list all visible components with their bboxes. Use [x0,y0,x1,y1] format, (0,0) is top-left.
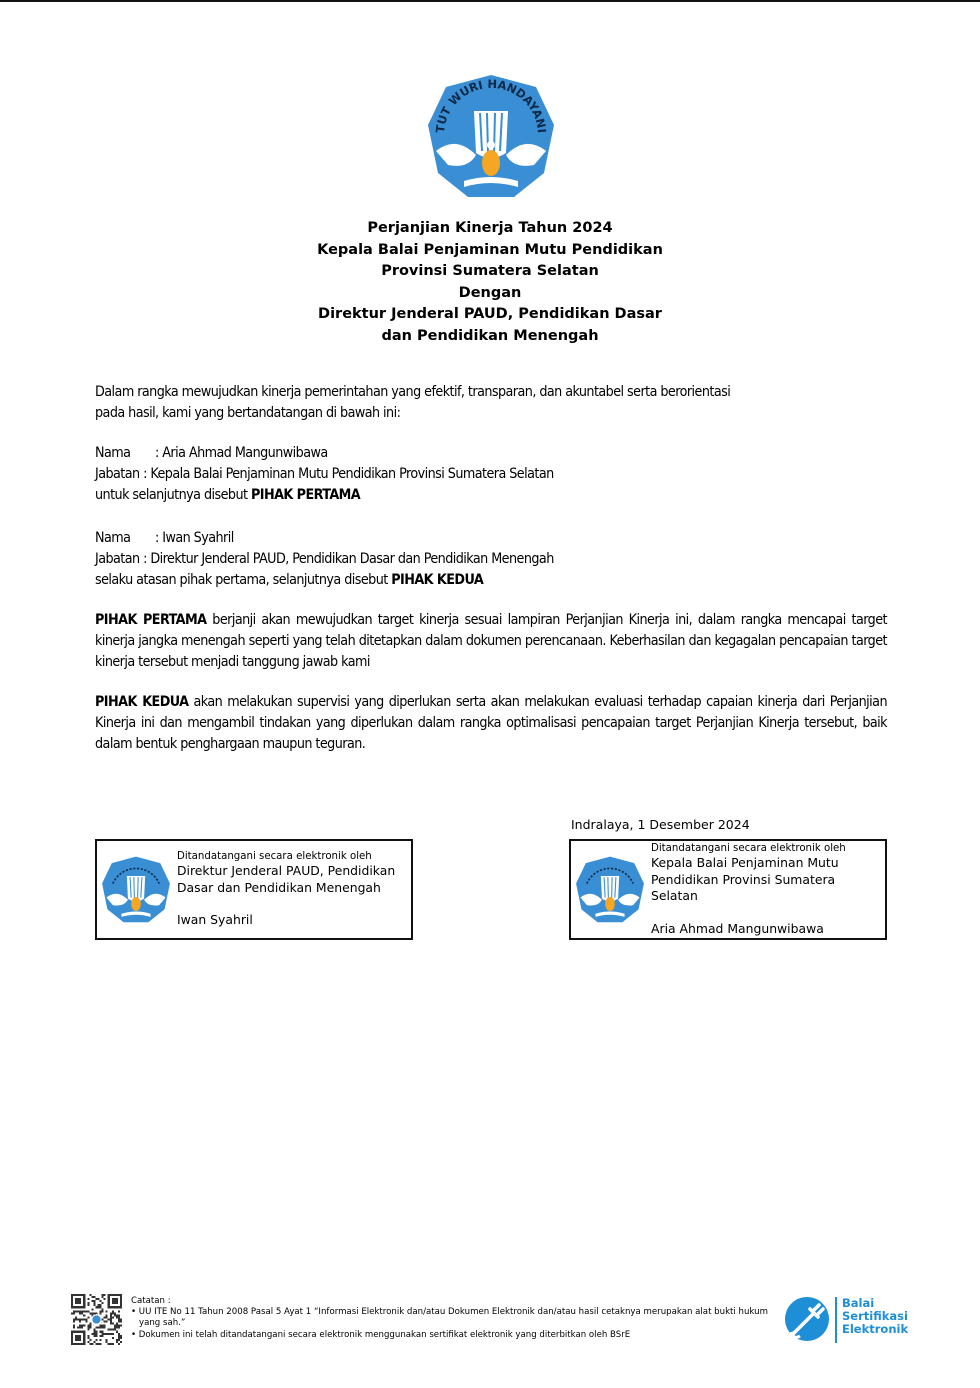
signature-box-party-two [95,839,413,940]
party-two-designation: PIHAK KEDUA [391,572,484,588]
title-line: Dengan [458,284,522,301]
signer-name: Aria Ahmad Mangunwibawa [651,920,824,936]
signature-box-party-one [569,839,887,940]
signature-text-left [177,850,409,928]
party-one-block [95,443,887,506]
bsre-logo [784,1293,914,1345]
clause-one-paragraph [95,610,887,673]
signed-electronically-note: Ditandatangani secara elektronik oleh [651,843,846,854]
signature-place-date: Indralaya, 1 Desember 2024 [571,817,750,832]
footer-notes [131,1296,781,1341]
party-one-designation-prefix: untuk selanjutnya disebut [95,487,251,503]
tut-wuri-handayani-emblem-small [575,854,645,926]
party-two-designation-prefix: selaku atasan pihak pertama, selanjutnya disebut [95,572,392,588]
party-two-position-label: Jabatan [95,551,140,567]
note-item: • Dokumen ini telah ditandatangani secara elektronik menggunakan sertifikat elektronik yang diterbitkan oleh BSrE [131,1329,631,1340]
title-line: Perjanjian Kinerja Tahun 2024 [367,220,613,236]
party-one-name: : Aria Ahmad Mangunwibawa [155,445,328,461]
title-line: Kepala Balai Penjaminan Mutu Pendidikan [317,241,663,258]
emblem-motto: TUT WURI HANDAYANI [432,76,549,134]
party-two-name-label: Nama [95,530,131,546]
bsre-wordmark [842,1297,908,1336]
tut-wuri-handayani-emblem [426,73,556,201]
title-line: Provinsi Sumatera Selatan [381,263,599,279]
party-two-name: : Iwan Syahril [155,530,234,546]
page-top-border [0,0,980,2]
note-item: • UU ITE No 11 Tahun 2008 Pasal 5 Ayat 1 “Informasi Elektronik dan/atau Dokumen Elektronik dan/atau hasil cetaknya merupakan alat bukti hukum yang sah.” [131,1307,768,1329]
party-two-position: : Direktur Jenderal PAUD, Pendidikan Dasar dan Pendidikan Menengah [143,551,554,567]
party-two-block [95,528,887,591]
bsre-line: Elektronik [842,1322,909,1336]
clause-two-paragraph [95,692,887,755]
title-line: dan Pendidikan Menengah [381,327,599,344]
signer-name: Iwan Syahril [177,912,253,927]
signer-role: Kepala Balai Penjaminan Mutu Pendidikan Provinsi Sumatera Selatan [651,855,839,903]
clause-two-text: akan melakukan supervisi yang diperlukan serta akan melakukan evaluasi terhadap capaian kinerja dari Perjanjian Kinerja ini dan mengambil tindakan yang diperlukan dalam rangka optimalisasi pencapaian target Perjanjian Kinerja tersebut, baik dalam bentuk penghargaan maupun teguran. [95,694,887,752]
clause-one-lead: PIHAK PERTAMA [95,612,207,628]
bsre-divider [835,1297,837,1343]
bsre-line: Balai [842,1296,875,1310]
bsre-key-icon [784,1296,830,1342]
title-line: Direktur Jenderal PAUD, Pendidikan Dasar [318,306,662,322]
signer-role: Direktur Jenderal PAUD, Pendidikan Dasar dan Pendidikan Menengah [177,863,396,895]
party-one-name-label: Nama [95,445,131,461]
intro-paragraph [95,382,887,424]
bsre-line: Sertifikasi [842,1309,908,1323]
party-one-position-label: Jabatan [95,466,140,482]
qr-code-icon [71,1294,122,1345]
notes-title: Catatan : [131,1296,171,1306]
tut-wuri-handayani-emblem-small [101,854,171,926]
signature-text-right [651,842,883,937]
intro-line: Dalam rangka mewujudkan kinerja pemerintahan yang efektif, transparan, dan akuntabel serta berorientasi [95,384,731,400]
intro-line: pada hasil, kami yang bertandatangan di bawah ini: [95,405,401,421]
party-one-position: : Kepala Balai Penjaminan Mutu Pendidikan Provinsi Sumatera Selatan [143,466,554,482]
party-one-designation: PIHAK PERTAMA [250,487,361,503]
clause-two-lead: PIHAK KEDUA [95,694,189,710]
signed-electronically-note: Ditandatangani secara elektronik oleh [177,851,372,862]
document-title [200,218,780,347]
clause-one-text: berjanji akan mewujudkan target kinerja sesuai lampiran Perjanjian Kinerja ini, dalam rangka mencapai target kinerja jangka menengah seperti yang telah ditetapkan dalam dokumen perencanaan. Keberhasilan dan kegagalan pencapaian target kinerja tersebut menjadi tanggung jawab kami [95,612,887,670]
